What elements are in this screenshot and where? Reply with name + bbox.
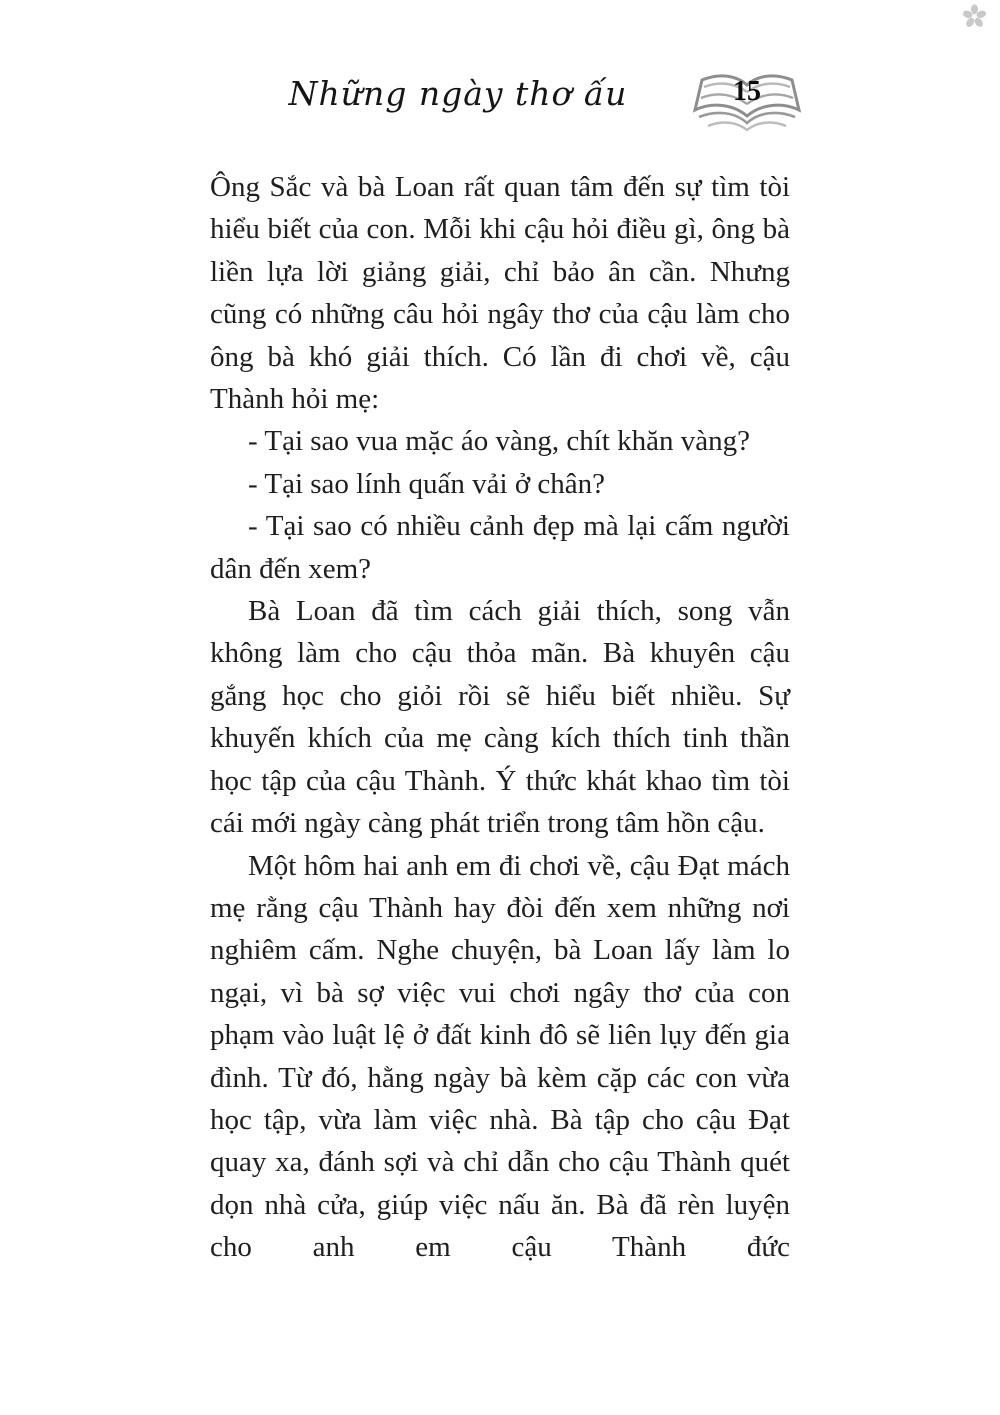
chapter-title: Những ngày thơ ấu (288, 74, 628, 113)
paragraph-continuation: Ông Sắc và bà Loan rất quan tâm đến sự tìm tòi hiểu biết của con. Mỗi khi cậu hỏi điều gì, ông bà liền lựa lời giảng giải, chỉ bảo ân cần. Nhưng cũng có những câu hỏi ngây thơ của cậu làm cho ông bà khó giải thích. Có lần đi chơi về, cậu Thành hỏi mẹ: (210, 171, 790, 416)
flower-ornament-icon (961, 3, 988, 30)
page-number-badge (691, 68, 803, 140)
dialogue-line: - Tại sao lính quấn vải ở chân? (248, 467, 606, 500)
page-number: 15 (733, 76, 761, 107)
page-body (210, 166, 790, 1269)
paragraph: Một hôm hai anh em đi chơi về, cậu Đạt mách mẹ rằng cậu Thành hay đòi đến xem những nơi nghiêm cấm. Nghe chuyện, bà Loan lấy làm lo ngại, vì bà sợ việc vui chơi ngây thơ của con phạm vào luật lệ ở đất kinh đô sẽ liên lụy đến gia đình. Từ đó, hằng ngày bà kèm cặp các con vừa học tập, vừa làm việc nhà. Bà tập cho cậu Đạt quay xa, đánh sợi và chỉ dẫn cho cậu Thành quét dọn nhà cửa, giúp việc nấu ăn. Bà đã rèn luyện cho anh em cậu Thành đức (210, 849, 790, 1264)
dialogue-line: - Tại sao vua mặc áo vàng, chít khăn vàng? (248, 425, 750, 458)
dialogue-line: - Tại sao có nhiều cảnh đẹp mà lại cấm người dân đến xem? (210, 510, 790, 585)
paragraph: Bà Loan đã tìm cách giải thích, song vẫn không làm cho cậu thỏa mãn. Bà khuyên cậu gắng học cho giỏi rồi sẽ hiểu biết nhiều. Sự khuyến khích của mẹ càng kích thích tinh thần học tập của cậu Thành. Ý thức khát khao tìm tòi cái mới ngày càng phát triển trong tâm hồn cậu. (210, 595, 790, 840)
